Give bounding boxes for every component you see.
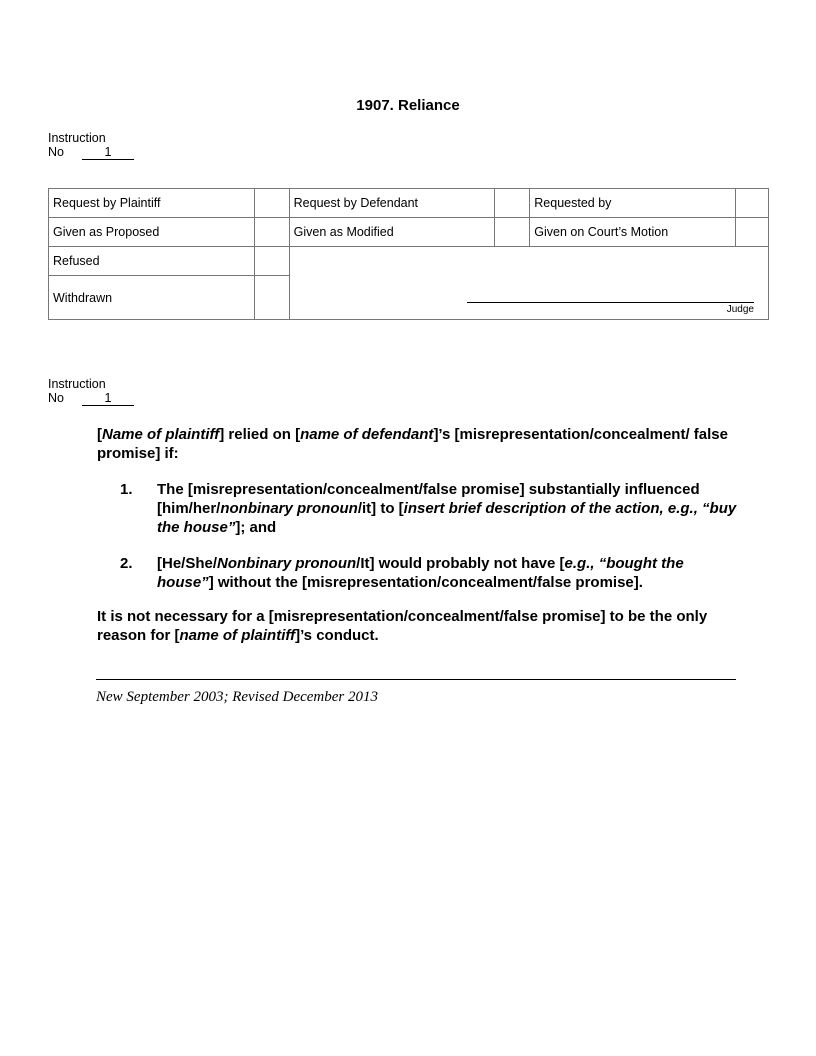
list-item-1: 1. The [misrepresentation/concealment/false promise] substantially influenced [him/her/nonbinary pronoun/it] to [insert brief description of the action, e.g., “buy the house”]; and <box>120 481 737 536</box>
instruction-no-value-2: 1 <box>82 392 134 406</box>
request-by-plaintiff-label: Request by Plaintiff <box>49 189 255 218</box>
instruction-body <box>97 425 737 645</box>
refused-label: Refused <box>49 247 255 276</box>
requested-by-checkbox[interactable] <box>736 189 769 218</box>
instruction-label-2: Instruction <box>48 377 106 391</box>
conclusion-paragraph: It is not necessary for a [misrepresentation/concealment/false promise] to be the only reason for [name of plaintiff]’s conduct. <box>97 608 708 644</box>
placeholder-name-of-defendant: name of defendant <box>300 426 434 443</box>
request-by-defendant-checkbox[interactable] <box>495 189 530 218</box>
intro-paragraph: [Name of plaintiff] relied on [name of defendant]’s [misrepresentation/concealment/ false promise] if: <box>97 426 728 462</box>
refused-checkbox[interactable] <box>254 247 289 276</box>
instruction-number-block <box>48 131 134 160</box>
judge-signature-line[interactable] <box>467 302 754 303</box>
given-on-courts-motion-label: Given on Court’s Motion <box>530 218 736 247</box>
withdrawn-label: Withdrawn <box>49 276 255 320</box>
instruction-no-label: No <box>48 145 64 159</box>
request-by-defendant-label: Request by Defendant <box>289 189 495 218</box>
list-item-2: 2. [He/She/Nonbinary pronoun/It] would probably not have [e.g., “bought the house”] without the [misrepresentation/concealment/false promise]. <box>120 555 684 591</box>
given-as-modified-checkbox[interactable] <box>495 218 530 247</box>
withdrawn-checkbox[interactable] <box>254 276 289 320</box>
list-item-number: 2. <box>120 555 133 572</box>
divider <box>96 679 736 680</box>
requested-by-label: Requested by <box>530 189 736 218</box>
page-title: 1907. Reliance <box>356 97 460 114</box>
instruction-no-label-2: No <box>48 391 64 405</box>
given-as-modified-label: Given as Modified <box>289 218 495 247</box>
request-by-plaintiff-checkbox[interactable] <box>254 189 289 218</box>
instruction-label: Instruction <box>48 131 106 145</box>
instruction-no-value: 1 <box>82 146 134 160</box>
instruction-number-block-2 <box>48 377 134 406</box>
revision-history: New September 2003; Revised December 2013 <box>96 689 378 705</box>
judge-signature-area <box>289 247 768 320</box>
request-table <box>48 188 769 320</box>
judge-label: Judge <box>726 304 754 315</box>
list-item-number: 1. <box>120 481 133 498</box>
given-on-courts-motion-checkbox[interactable] <box>736 218 769 247</box>
given-as-proposed-checkbox[interactable] <box>254 218 289 247</box>
given-as-proposed-label: Given as Proposed <box>49 218 255 247</box>
placeholder-name-of-plaintiff: Name of plaintiff <box>102 426 220 443</box>
